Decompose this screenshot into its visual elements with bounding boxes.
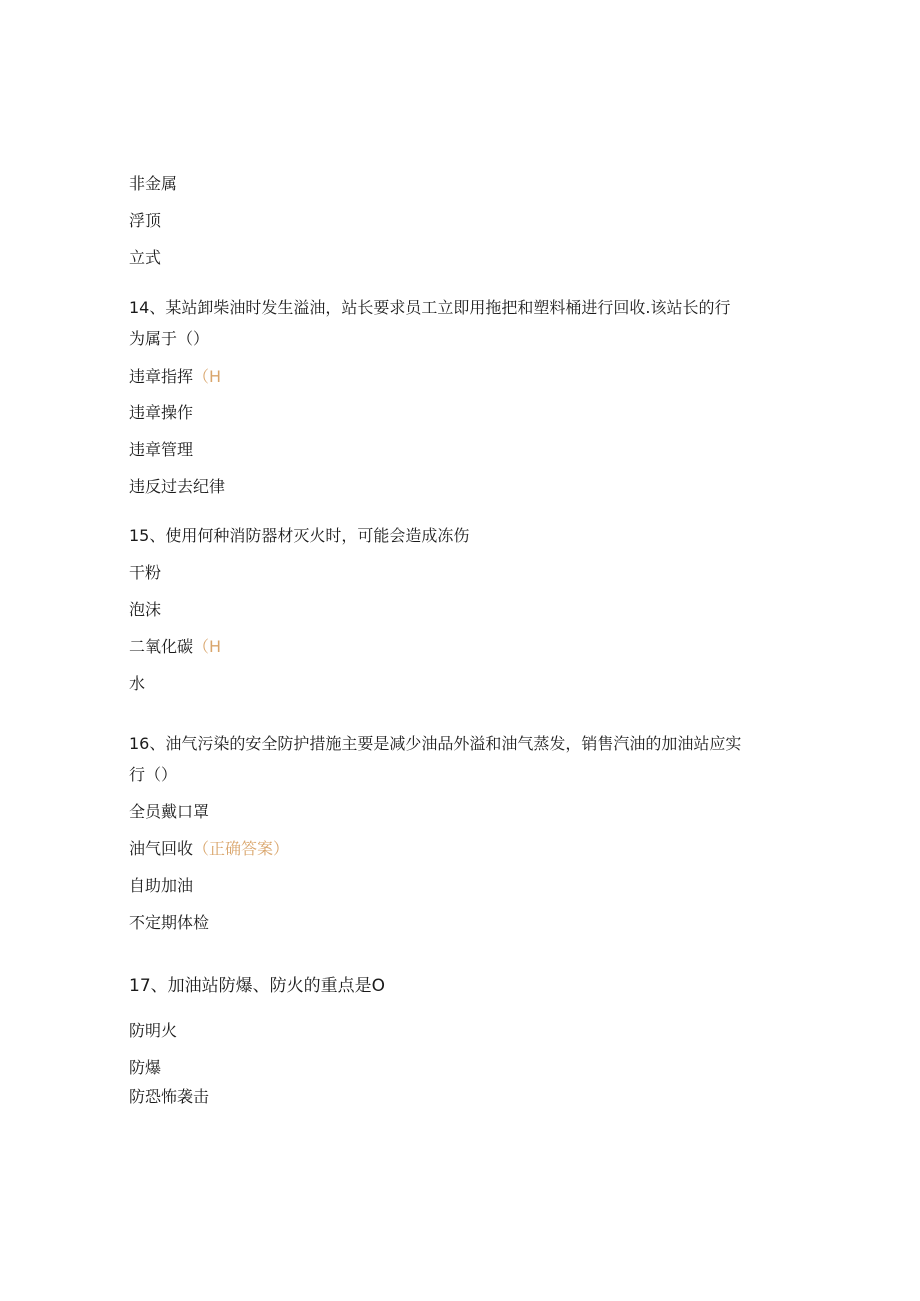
question-15-option-3 (129, 637, 221, 657)
question-16-option-4: 不定期体检 (129, 913, 210, 932)
question-15-stem: 15、使用何种消防器材灭火时，可能会造成冻伤 (129, 526, 470, 545)
question-16-stem-line2: 行（） (129, 765, 178, 784)
answer-mark: （正确答案） (193, 839, 290, 858)
answer-mark: （H (193, 637, 222, 656)
question-17-option-2: 防爆 (129, 1058, 162, 1077)
question-14-stem-line1: 14、某站卸柴油时发生溢油，站长要求员工立即用拖把和塑料桶进行回收.该站长的行 (129, 298, 731, 317)
question-14-option-1 (129, 367, 221, 387)
option-text: 油气回收 (129, 839, 194, 858)
option-floating-roof: 浮顶 (129, 211, 162, 230)
question-17-option-1: 防明火 (129, 1021, 178, 1040)
question-16-stem-line1: 16、油气污染的安全防护措施主要是减少油品外溢和油气蒸发，销售汽油的加油站应实 (129, 734, 742, 753)
question-16-option-2 (129, 839, 289, 859)
option-text: 违章指挥 (129, 367, 194, 386)
question-17-option-3: 防恐怖袭击 (129, 1087, 210, 1106)
question-14-option-4: 违反过去纪律 (129, 477, 226, 496)
question-14-option-2: 违章操作 (129, 403, 194, 422)
question-15-option-2: 泡沫 (129, 600, 162, 619)
question-15-option-4: 水 (129, 674, 146, 693)
question-16-option-1: 全员戴口罩 (129, 802, 210, 821)
question-17-stem: 17、加油站防爆、防火的重点是O (129, 976, 386, 996)
question-14-option-3: 违章管理 (129, 440, 194, 459)
option-vertical: 立式 (129, 248, 162, 267)
answer-mark: （H (193, 367, 222, 386)
question-15-option-1: 干粉 (129, 563, 162, 582)
option-non-metal: 非金属 (129, 174, 178, 193)
question-14-stem-line2: 为属于（） (129, 329, 210, 348)
question-16-option-3: 自助加油 (129, 876, 194, 895)
option-text: 二氧化碳 (129, 637, 194, 656)
